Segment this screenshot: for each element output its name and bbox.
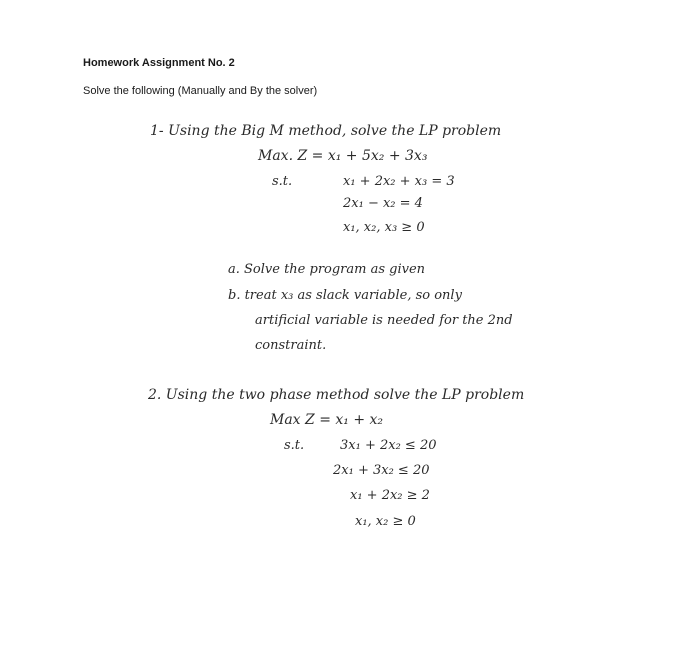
- document-subtitle: Solve the following (Manually and By the solver): [83, 85, 318, 97]
- problem2-constraint-2: 2x₁ + 3x₂ ≤ 20: [333, 463, 430, 478]
- problem1-part-b-line-2: artificial variable is needed for the 2nd: [255, 313, 513, 328]
- problem1-part-a: a. Solve the program as given: [228, 262, 426, 277]
- problem1-part-b-line-3: constraint.: [255, 338, 327, 353]
- problem2-constraint-1: 3x₁ + 2x₂ ≤ 20: [340, 438, 437, 453]
- problem1-nonnegativity: x₁, x₂, x₃ ≥ 0: [343, 220, 425, 235]
- problem1-objective: Max. Z = x₁ + 5x₂ + 3x₃: [258, 148, 428, 164]
- problem2-constraint-3: x₁ + 2x₂ ≥ 2: [350, 488, 430, 503]
- problem2-heading: 2. Using the two phase method solve the LP problem: [148, 387, 525, 403]
- problem1-heading: 1- Using the Big M method, solve the LP problem: [150, 123, 502, 139]
- problem1-constraint-2: 2x₁ − x₂ = 4: [343, 196, 423, 211]
- problem1-constraint-1: x₁ + 2x₂ + x₃ = 3: [343, 174, 455, 189]
- document-title: Homework Assignment No. 2: [83, 57, 235, 69]
- problem2-objective: Max Z = x₁ + x₂: [270, 412, 384, 428]
- problem1-part-b-line-1: b. treat x₃ as slack variable, so only: [228, 288, 462, 303]
- problem2-st-label: s.t.: [284, 438, 305, 453]
- problem1-st-label: s.t.: [272, 174, 293, 189]
- problem2-nonnegativity: x₁, x₂ ≥ 0: [355, 514, 416, 529]
